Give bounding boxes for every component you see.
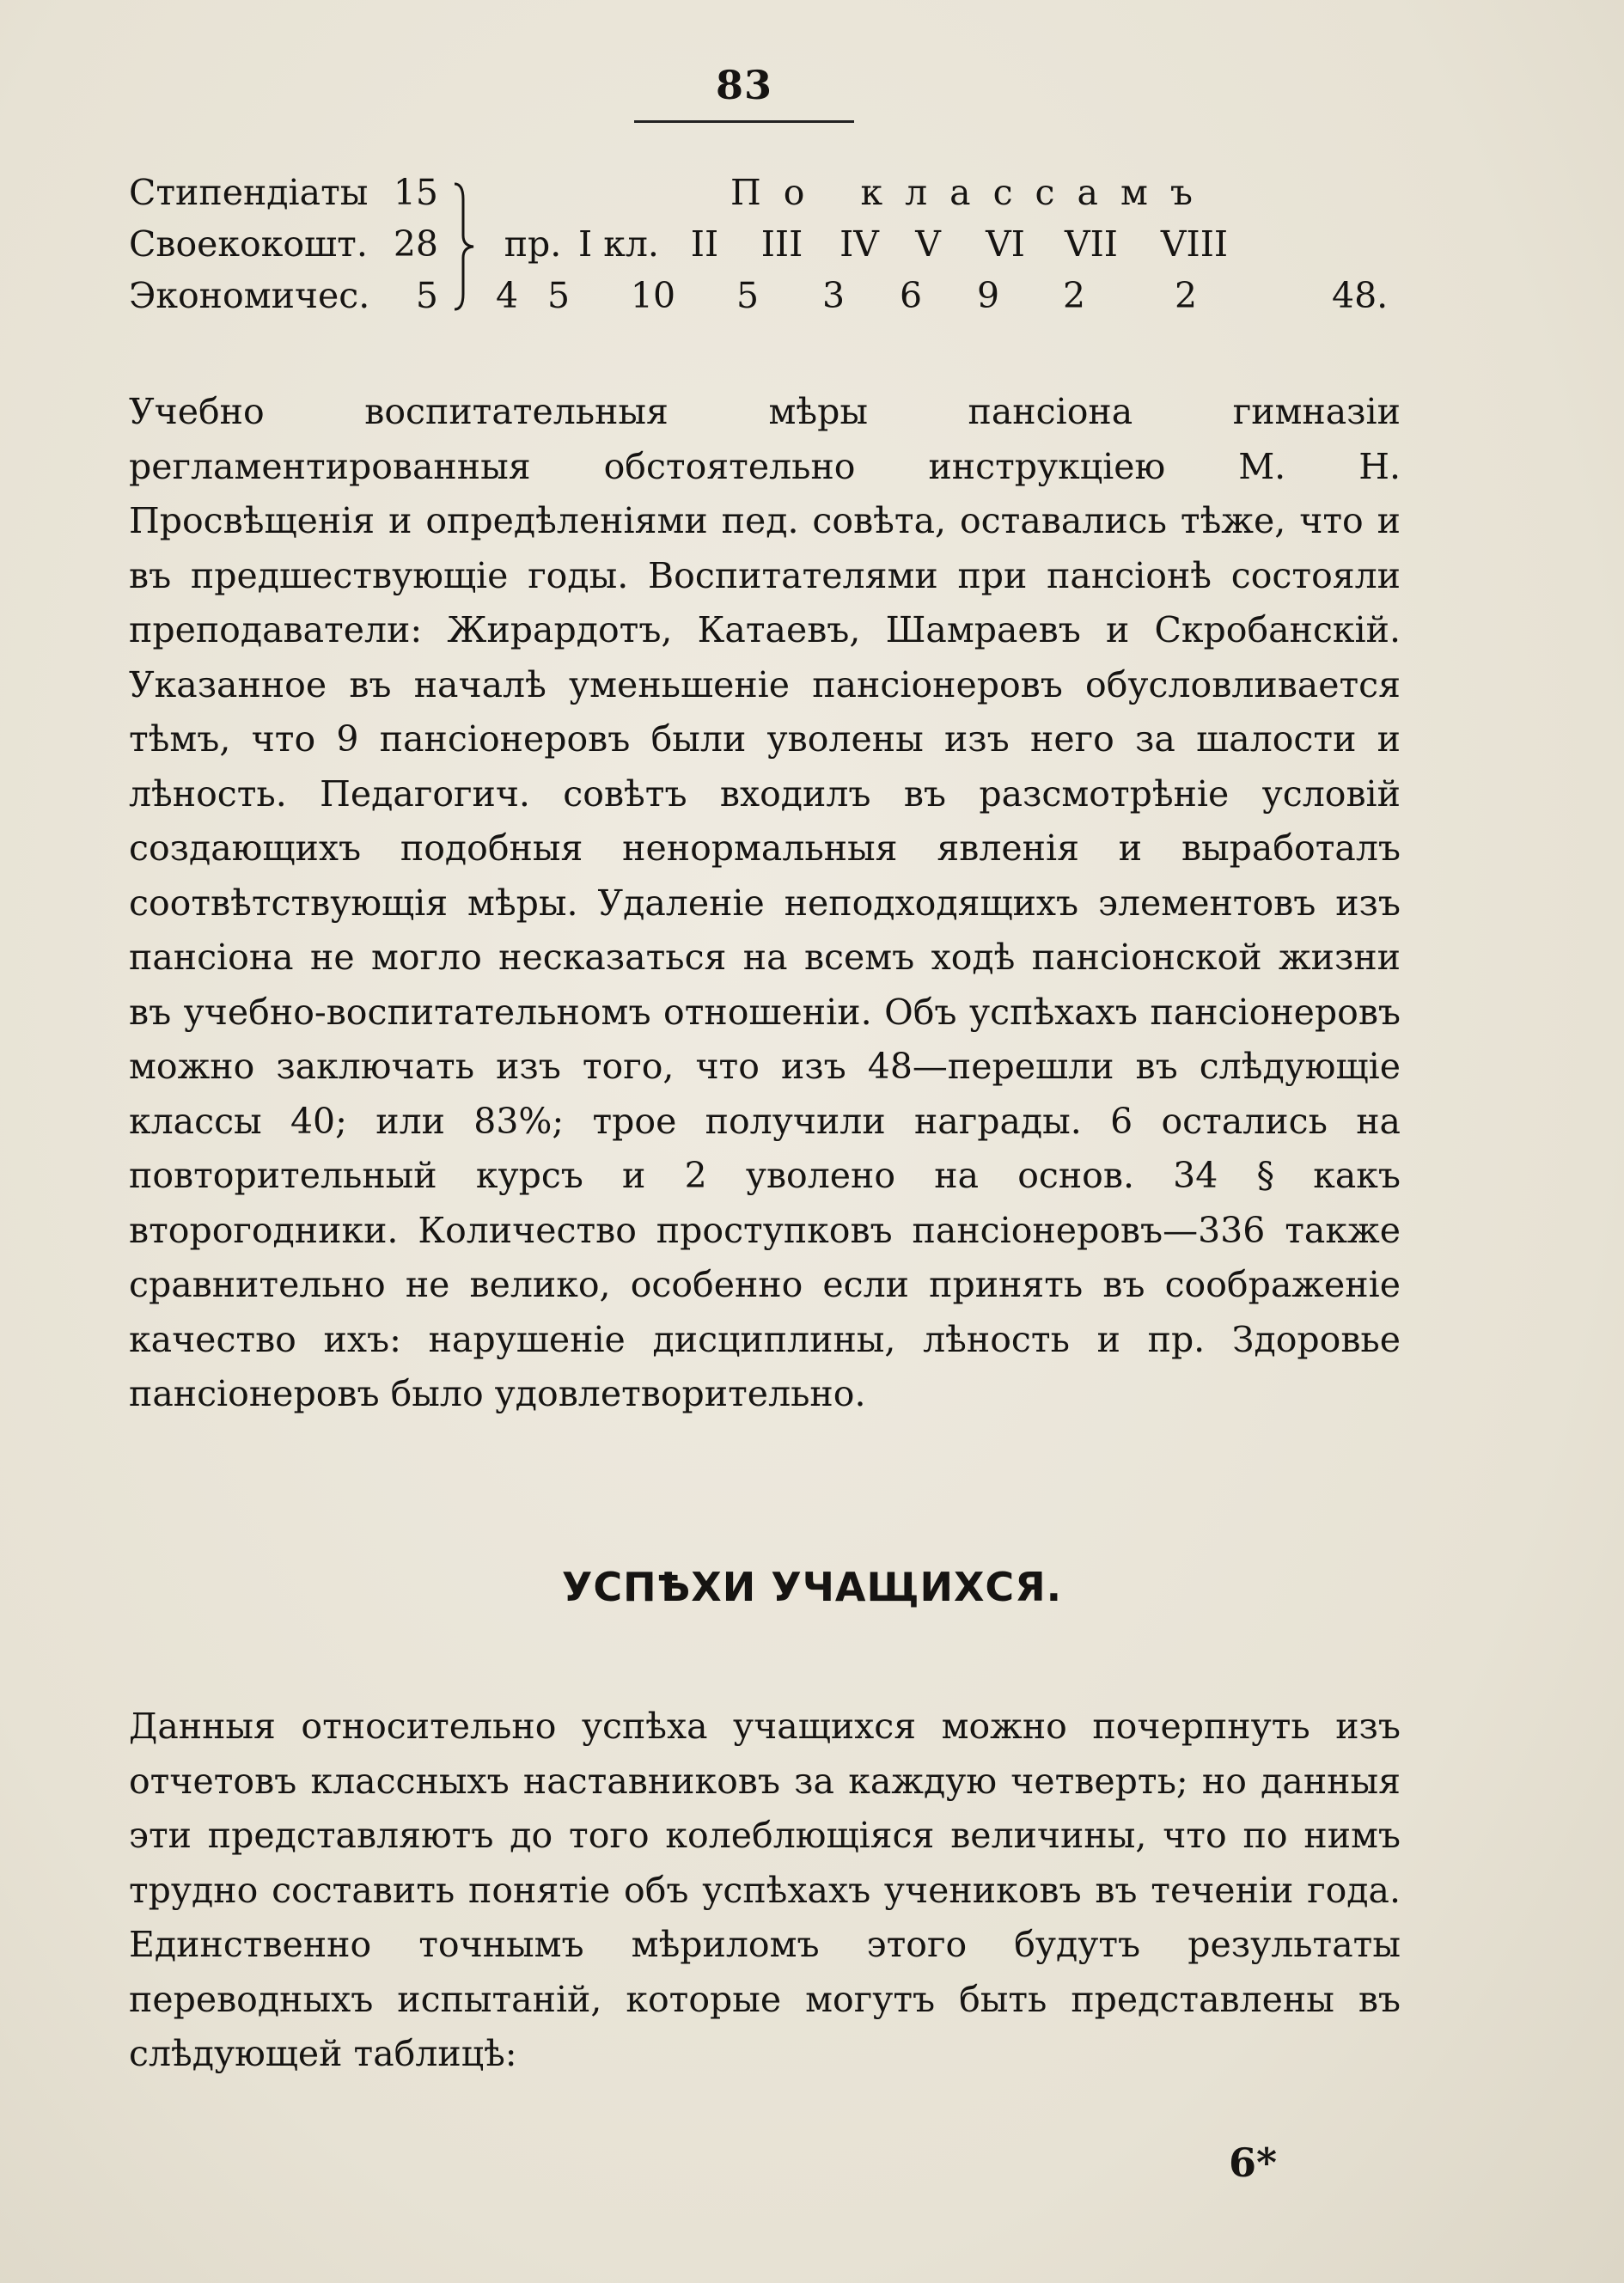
stat-value: 15 [393,172,438,213]
class-header: пр. [504,223,562,265]
total-count: 48. [1332,275,1389,316]
stat-value: 28 [393,223,438,265]
class-header: VII [1064,223,1118,265]
class-header: V [915,223,941,265]
paragraph-pension-education: Учебно воспитательныя мѣры пансіона гимназіи регламентированныя обстоятельно инструкціею М. Н. Просвѣщенія и опредѣленіями пед. совѣта, оставались тѣже, что и въ предшествующіе годы. Воспитателями при пансіонѣ состояли преподаватели: Жирардотъ, Катаевъ, Шамраевъ и Скробанскій. Указанное въ началѣ уменьшеніе пансіонеровъ обусловливается тѣмъ, что 9 пансіонеровъ были уволены изъ него за шалости и лѣность. Педагогич. совѣтъ входилъ въ разсмотрѣніе условій создающихъ подобныя ненормальныя явленія и выработалъ соотвѣтствующія мѣры. Удаленіе неподходящихъ элементовъ изъ пансіона не могло несказаться на всемъ ходѣ пансіонской жизни въ учебно-воспитательномъ отношеніи. Объ успѣхахъ пансіонеровъ можно заключать изъ того, что изъ 48—перешли въ слѣдующіе классы 40; или 83%; трое получили награды. 6 остались на повторительный курсъ и 2 уволено на основ. 34 § какъ второгодники. Количество проступковъ пансіонеровъ—336 также сравнительно не велико, особенно если принять въ соображеніе качество ихъ: нарушеніе дисциплины, лѣность и пр. Здоровье пансіонеровъ было удовлетворительно. [129,391,1401,1414]
page-number-rule [634,120,854,123]
class-value: 5 [546,275,571,316]
class-header: III [760,223,803,265]
class-value: 6 [899,275,923,316]
stat-row [129,275,438,316]
class-header: IV [839,223,879,265]
stat-row [129,172,438,213]
stat-value: 5 [415,275,438,316]
stat-label: Экономичес. [129,275,370,316]
class-header: I кл. [578,223,659,265]
class-value: 10 [630,275,676,316]
classes-title: По классамъ [730,172,1215,213]
signature-mark: 6* [1229,2140,1278,2186]
paragraph-student-progress: Данныя относительно успѣха учащихся можно почерпнуть изъ отчетовъ классныхъ наставниковъ за каждую четверть; но данныя эти представляютъ до того колеблющіяся величины, что по нимъ трудно составить понятіе объ успѣхахъ учениковъ въ теченіи года. Единственно точнымъ мѣриломъ этого будутъ результаты переводныхъ испытаній, которые могутъ быть представлены въ слѣдующей таблицѣ: [129,1706,1401,2074]
class-value: 3 [821,275,846,316]
page-number: 83 [715,62,772,108]
class-value: 2 [1062,275,1086,316]
class-value: 4 [495,275,519,316]
class-header: VI [986,223,1025,265]
class-header: II [690,223,719,265]
stat-row [129,223,438,265]
class-value: 2 [1174,275,1198,316]
class-header: VIII [1160,223,1229,265]
stat-label: Своекокошт. [129,223,368,265]
stat-label: Стипендіаты [129,172,369,213]
section-heading: УСПѢХИ УЧАЩИХСЯ. [561,1564,1063,1610]
class-value: 5 [736,275,760,316]
pension-stats-block [129,172,1418,327]
class-value: 9 [976,275,1000,316]
